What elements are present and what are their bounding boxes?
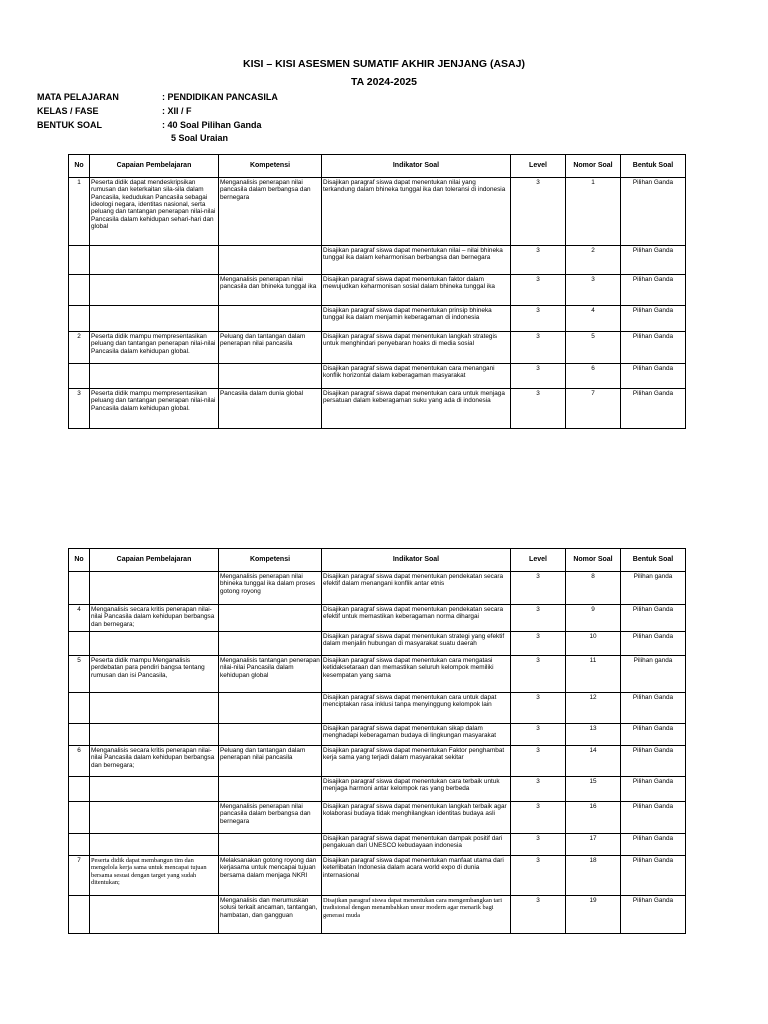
cell-level: 3 [511, 306, 566, 332]
table-row [69, 746, 686, 777]
cell-nomor: 7 [566, 389, 621, 429]
cell-capaian [90, 724, 219, 746]
cell-level: 3 [511, 896, 566, 934]
table-row [69, 306, 686, 332]
cell-capaian [90, 306, 219, 332]
cell-kompetensi: Menganalisis tantangan penerapan nilai-nilai Pancasila dalam kehidupan global [219, 656, 322, 693]
meta-label: MATA PELAJARAN [37, 92, 119, 102]
table-row [69, 856, 686, 896]
cell-bentuk: Pilihan ganda [621, 656, 686, 693]
cell-nomor: 18 [566, 856, 621, 896]
cell-level: 3 [511, 364, 566, 389]
cell-level: 3 [511, 632, 566, 656]
cell-indikator: Disajikan paragraf siswa dapat menentukan dampak positif dari pengakuan dari UNESCO kebudayaan indonesia [322, 834, 511, 856]
cell-no: 4 [69, 605, 90, 632]
cell-kompetensi: Menganalisis dan merumuskan solusi terkait ancaman, tantangan, hambatan, dan gangguan [219, 896, 322, 934]
cell-level: 3 [511, 389, 566, 429]
cell-indikator: Disajikan paragraf siswa dapat menentukan cara untuk dapat menciptakan rasa inklusi tanpa menyinggung kelompok lain [322, 693, 511, 724]
cell-nomor: 10 [566, 632, 621, 656]
cell-no: 6 [69, 746, 90, 777]
cell-kompetensi [219, 834, 322, 856]
cell-kompetensi: Menganalisis penerapan nilai bhineka tunggal ika dalam proses gotong royong [219, 572, 322, 605]
column-header-level: Level [511, 549, 566, 572]
cell-capaian [90, 364, 219, 389]
column-header-level: Level [511, 155, 566, 178]
cell-no: 2 [69, 332, 90, 364]
cell-level: 3 [511, 332, 566, 364]
cell-capaian [90, 275, 219, 306]
cell-capaian: Menganalisis secara kritis penerapan nilai-nilai Pancasila dalam kehidupan berbangsa dan bernegara; [90, 746, 219, 777]
cell-capaian: Peserta didik mampu mempresentasikan peluang dan tantangan penerapan nilai-nilai Pancasila dalam kehidupan global. [90, 389, 219, 429]
cell-level: 3 [511, 802, 566, 834]
cell-no: 7 [69, 856, 90, 896]
cell-level: 3 [511, 724, 566, 746]
cell-nomor: 9 [566, 605, 621, 632]
cell-indikator: Disajikan paragraf siswa dapat menentukan Faktor penghambat kerja sama yang terjadi dalam masyarakat sekitar [322, 746, 511, 777]
table-row [69, 572, 686, 605]
cell-bentuk: Pilihan Ganda [621, 724, 686, 746]
cell-indikator: Disajikan paragraf siswa dapat menentukan manfaat utama dari keterlibatan Indonesia dalam acara world expo di dunia internasional [322, 856, 511, 896]
meta-label: KELAS / FASE [37, 106, 99, 116]
cell-indikator: Disajikan paragraf siswa dapat menentukan cara mengatasi ketidaksetaraan dan memastikan seluruh kelompok memiliki kesempatan yang sama [322, 656, 511, 693]
table-row [69, 246, 686, 275]
cell-indikator: Disajikan paragraf siswa dapat menentukan nilai – nilai bhineka tunggal ika dalam keharmonisan berbangsa dan bernegara [322, 246, 511, 275]
cell-no [69, 572, 90, 605]
table-row [69, 802, 686, 834]
cell-kompetensi: Menganalisis penerapan nilai pancasila dalam berbangsa dan bernegara [219, 802, 322, 834]
cell-indikator: Disajikan paragraf siswa dapat menentukan strategi yang efektif dalam menjalin hubungan di masyarakat suatu daerah [322, 632, 511, 656]
cell-kompetensi [219, 632, 322, 656]
column-header-bentuk: Bentuk Soal [621, 549, 686, 572]
cell-nomor: 15 [566, 777, 621, 802]
cell-kompetensi [219, 306, 322, 332]
cell-level: 3 [511, 656, 566, 693]
cell-indikator: Disajikan paragraf siswa dapat menentukan cara mengembangkan tari tradisional dengan menambahkan unsur modern agar menarik bagi generasi muda [322, 896, 511, 934]
meta-value: : PENDIDIKAN PANCASILA [162, 92, 278, 102]
cell-indikator: Disajikan paragraf siswa dapat menentukan pendekatan secara efektif dalam menangani konflik antar etnis [322, 572, 511, 605]
cell-kompetensi [219, 605, 322, 632]
column-header-indikator: Indikator Soal [322, 549, 511, 572]
cell-capaian [90, 572, 219, 605]
cell-nomor: 11 [566, 656, 621, 693]
cell-nomor: 13 [566, 724, 621, 746]
cell-capaian: Peserta didik mampu mempresentasikan peluang dan tantangan penerapan nilai-nilai Pancasila dalam kehidupan global. [90, 332, 219, 364]
cell-kompetensi: Melaksanakan gotong royong dan kerjasama untuk mencapai tujuan bersama dalam menjaga NKRI [219, 856, 322, 896]
cell-kompetensi: Pancasila dalam dunia global [219, 389, 322, 429]
cell-kompetensi [219, 246, 322, 275]
cell-bentuk: Pilihan Ganda [621, 364, 686, 389]
table-row [69, 389, 686, 429]
cell-bentuk: Pilihan Ganda [621, 332, 686, 364]
cell-capaian [90, 693, 219, 724]
meta-value: 5 Soal Uraian [171, 133, 229, 143]
cell-bentuk: Pilihan Ganda [621, 802, 686, 834]
cell-no [69, 777, 90, 802]
cell-capaian: Peserta didik dapat membangun tim dan mengelola kerja sama untuk mencapai tujuan bersama sesuai dengan target yang sudah ditentukan; [90, 856, 219, 896]
cell-level: 3 [511, 834, 566, 856]
table-row [69, 605, 686, 632]
table-row [69, 896, 686, 934]
cell-capaian: Menganalisis secara kritis penerapan nilai-nilai Pancasila dalam kehidupan berbangsa dan bernegara; [90, 605, 219, 632]
cell-capaian [90, 834, 219, 856]
cell-indikator: Disajikan paragraf siswa dapat menentukan langkah strategis untuk menghindari penyebaran hoaks di media sosial [322, 332, 511, 364]
cell-nomor: 5 [566, 332, 621, 364]
column-header-bentuk: Bentuk Soal [621, 155, 686, 178]
cell-level: 3 [511, 693, 566, 724]
meta-value: : XII / F [162, 106, 192, 116]
column-header-cp: Capaian Pembelajaran [90, 549, 219, 572]
cell-nomor: 3 [566, 275, 621, 306]
cell-level: 3 [511, 605, 566, 632]
cell-indikator: Disajikan paragraf siswa dapat menentukan cara untuk menjaga persatuan dalam keberagaman suku yang ada di indonesia [322, 389, 511, 429]
cell-nomor: 8 [566, 572, 621, 605]
table-row [69, 777, 686, 802]
cell-nomor: 12 [566, 693, 621, 724]
cell-kompetensi [219, 364, 322, 389]
cell-bentuk: Pilihan Ganda [621, 834, 686, 856]
table-row [69, 275, 686, 306]
cell-capaian: Peserta didik mampu Menganalisis perdebatan para pendiri bangsa tentang rumusan dan isi Pancasila, [90, 656, 219, 693]
cell-no [69, 306, 90, 332]
cell-bentuk: Pilihan Ganda [621, 246, 686, 275]
cell-indikator: Disajikan paragraf siswa dapat menentukan cara menangani konflik horizontal dalam keberagaman masyarakat [322, 364, 511, 389]
cell-level: 3 [511, 178, 566, 246]
cell-indikator: Disajikan paragraf siswa dapat menentukan sikap dalam menghadapi keberagaman budaya di lingkungan masyarakat [322, 724, 511, 746]
cell-bentuk: Pilihan Ganda [621, 856, 686, 896]
cell-nomor: 4 [566, 306, 621, 332]
table-row [69, 364, 686, 389]
table-row [69, 178, 686, 246]
cell-no [69, 632, 90, 656]
cell-kompetensi: Menganalisis penerapan nilai pancasila dalam berbangsa dan bernegara [219, 178, 322, 246]
cell-bentuk: Pilihan Ganda [621, 389, 686, 429]
cell-indikator: Disajikan paragraf siswa dapat menentukan faktor dalam mewujudkan keharmonisan sosial dalam bhineka tunggal ika [322, 275, 511, 306]
table-row [69, 332, 686, 364]
cell-capaian [90, 802, 219, 834]
cell-no: 5 [69, 656, 90, 693]
table-row [69, 656, 686, 693]
cell-level: 3 [511, 246, 566, 275]
cell-kompetensi [219, 724, 322, 746]
cell-no [69, 364, 90, 389]
cell-capaian [90, 246, 219, 275]
cell-level: 3 [511, 777, 566, 802]
cell-kompetensi: Peluang dan tantangan dalam penerapan nilai pancasila [219, 332, 322, 364]
cell-capaian: Peserta didik dapat mendeskripsikan rumusan dan keterkaitan sila-sila dalam Pancasila, kedudukan Pancasila sebagai ideologi negara, identitas nasional, serta peluang dan tantangan penerapan nilai-nilai Pancasila dalam kehidupan sehari-hari dan global [90, 178, 219, 246]
kisi-table-1 [68, 154, 686, 429]
cell-indikator: Disajikan paragraf siswa dapat menentukan prinsip bhineka tunggal ika dalam menjamin keberagaman di indonesia [322, 306, 511, 332]
column-header-no: No [69, 155, 90, 178]
cell-no [69, 896, 90, 934]
document-title: KISI – KISI ASESMEN SUMATIF AKHIR JENJANG (ASAJ) [243, 58, 525, 70]
cell-no [69, 275, 90, 306]
column-header-nomor: Nomor Soal [566, 549, 621, 572]
meta-value: : 40 Soal Pilihan Ganda [162, 120, 262, 130]
cell-nomor: 2 [566, 246, 621, 275]
table-header-row [69, 155, 686, 178]
cell-indikator: Disajikan paragraf siswa dapat menentukan langkah terbaik agar kolaborasi budaya tidak menghilangkan identitas budaya asli [322, 802, 511, 834]
cell-indikator: Disajikan paragraf siswa dapat menentukan nilai yang terkandung dalam bhineka tunggal ika dan toleransi di indonesia [322, 178, 511, 246]
column-header-nomor: Nomor Soal [566, 155, 621, 178]
column-header-cp: Capaian Pembelajaran [90, 155, 219, 178]
column-header-indikator: Indikator Soal [322, 155, 511, 178]
column-header-kompetensi: Kompetensi [219, 549, 322, 572]
cell-kompetensi [219, 777, 322, 802]
cell-level: 3 [511, 856, 566, 896]
cell-nomor: 1 [566, 178, 621, 246]
cell-no: 3 [69, 389, 90, 429]
table-row [69, 724, 686, 746]
table-header-row [69, 549, 686, 572]
cell-no: 1 [69, 178, 90, 246]
cell-level: 3 [511, 746, 566, 777]
cell-bentuk: Pilihan Ganda [621, 693, 686, 724]
cell-bentuk: Pilihan Ganda [621, 896, 686, 934]
cell-kompetensi: Menganalisis penerapan nilai pancasila dan bhineka tunggal ika [219, 275, 322, 306]
cell-capaian [90, 777, 219, 802]
cell-nomor: 14 [566, 746, 621, 777]
cell-level: 3 [511, 572, 566, 605]
table-row [69, 632, 686, 656]
cell-bentuk: Pilihan ganda [621, 572, 686, 605]
cell-bentuk: Pilihan Ganda [621, 275, 686, 306]
column-header-kompetensi: Kompetensi [219, 155, 322, 178]
cell-kompetensi [219, 693, 322, 724]
column-header-no: No [69, 549, 90, 572]
cell-indikator: Disajikan paragraf siswa dapat menentukan pendekatan secara efektif untuk memastikan keberagaman norma dihargai [322, 605, 511, 632]
cell-indikator: Disajikan paragraf siswa dapat menentukan cara terbaik untuk menjaga harmoni antar kelompok ras yang berbeda [322, 777, 511, 802]
cell-level: 3 [511, 275, 566, 306]
cell-no [69, 802, 90, 834]
cell-nomor: 19 [566, 896, 621, 934]
cell-nomor: 17 [566, 834, 621, 856]
cell-bentuk: Pilihan Ganda [621, 777, 686, 802]
meta-label: BENTUK SOAL [37, 120, 102, 130]
cell-bentuk: Pilihan Ganda [621, 306, 686, 332]
cell-capaian [90, 632, 219, 656]
cell-bentuk: Pilihan Ganda [621, 178, 686, 246]
document-subtitle: TA 2024-2025 [351, 76, 417, 88]
table-row [69, 693, 686, 724]
cell-bentuk: Pilihan Ganda [621, 605, 686, 632]
cell-bentuk: Pilihan Ganda [621, 632, 686, 656]
cell-no [69, 693, 90, 724]
cell-nomor: 16 [566, 802, 621, 834]
cell-no [69, 834, 90, 856]
cell-nomor: 6 [566, 364, 621, 389]
cell-capaian [90, 896, 219, 934]
cell-kompetensi: Peluang dan tantangan dalam penerapan nilai pancasila [219, 746, 322, 777]
cell-bentuk: Pilihan Ganda [621, 746, 686, 777]
cell-no [69, 724, 90, 746]
kisi-table-2 [68, 548, 686, 934]
table-row [69, 834, 686, 856]
cell-no [69, 246, 90, 275]
